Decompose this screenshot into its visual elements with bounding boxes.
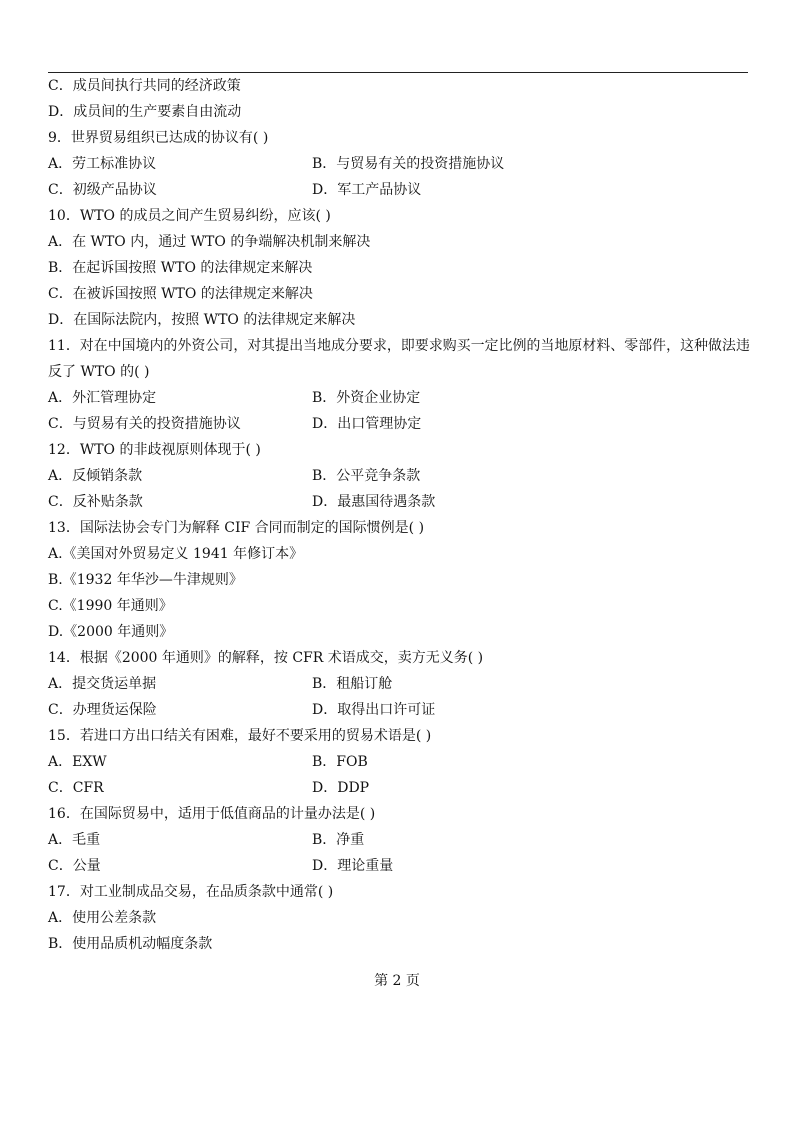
option-b: B．公平竞争条款	[312, 468, 421, 484]
question-15: 15．若进口方出口结关有困难，最好不要采用的贸易术语是( )	[48, 728, 432, 744]
option-b: B．与贸易有关的投资措施协议	[312, 156, 505, 172]
option-c: C．初级产品协议	[48, 182, 157, 198]
option-line: D．成员间的生产要素自由流动	[48, 104, 242, 120]
option-d: D．取得出口许可证	[312, 702, 436, 718]
question-12: 12．WTO 的非歧视原则体现于( )	[48, 442, 261, 458]
option-line: B．使用品质机动幅度条款	[48, 936, 213, 952]
option-line: B.《1932 年华沙—牛津规则》	[48, 572, 243, 588]
option-a: A．外汇管理协定	[48, 390, 157, 406]
option-c: C．公量	[48, 858, 101, 874]
option-a: A．反倾销条款	[48, 468, 143, 484]
option-c: C．CFR	[48, 780, 104, 796]
question-17: 17．对工业制成品交易，在品质条款中通常( )	[48, 884, 334, 900]
option-b: B．租船订舱	[312, 676, 393, 692]
question-16: 16．在国际贸易中，适用于低值商品的计量办法是( )	[48, 806, 376, 822]
option-line: C．成员间执行共同的经济政策	[48, 78, 241, 94]
option-d: D．理论重量	[312, 858, 394, 874]
option-line: C．在被诉国按照 WTO 的法律规定来解决	[48, 286, 313, 302]
option-a: A．劳工标准协议	[48, 156, 157, 172]
option-a: A．EXW	[48, 754, 107, 770]
option-line: B．在起诉国按照 WTO 的法律规定来解决	[48, 260, 313, 276]
header-rule	[48, 72, 748, 73]
option-d: D．DDP	[312, 780, 370, 796]
option-a: A．提交货运单据	[48, 676, 157, 692]
option-c: C．办理货运保险	[48, 702, 157, 718]
option-d: D．出口管理协定	[312, 416, 422, 432]
question-14: 14．根据《2000 年通则》的解释，按 CFR 术语成交，卖方无义务( )	[48, 650, 484, 666]
option-line: D．在国际法院内，按照 WTO 的法律规定来解决	[48, 312, 356, 328]
option-line: D.《2000 年通则》	[48, 624, 174, 640]
option-c: C．反补贴条款	[48, 494, 143, 510]
question-9: 9．世界贸易组织已达成的协议有( )	[48, 130, 269, 146]
option-line: A．在 WTO 内，通过 WTO 的争端解决机制来解决	[48, 234, 371, 250]
page-number: 第 2 页	[374, 973, 420, 989]
option-line: A.《美国对外贸易定义 1941 年修订本》	[48, 546, 304, 562]
option-d: D．最惠国待遇条款	[312, 494, 436, 510]
option-line: A．使用公差条款	[48, 910, 157, 926]
option-c: C．与贸易有关的投资措施协议	[48, 416, 241, 432]
question-11: 11．对在中国境内的外资公司，对其提出当地成分要求，即要求购买一定比例的当地原材料、零部件，这种做法违	[48, 338, 750, 354]
question-10: 10．WTO 的成员之间产生贸易纠纷，应该( )	[48, 208, 331, 224]
question-13: 13．国际法协会专门为解释 CIF 合同而制定的国际惯例是( )	[48, 520, 425, 536]
option-d: D．军工产品协议	[312, 182, 422, 198]
option-b: B．外资企业协定	[312, 390, 421, 406]
option-a: A．毛重	[48, 832, 101, 848]
question-11-cont: 反了 WTO 的( )	[48, 364, 150, 380]
option-line: C.《1990 年通则》	[48, 598, 173, 614]
option-b: B．净重	[312, 832, 365, 848]
option-b: B．FOB	[312, 754, 368, 770]
